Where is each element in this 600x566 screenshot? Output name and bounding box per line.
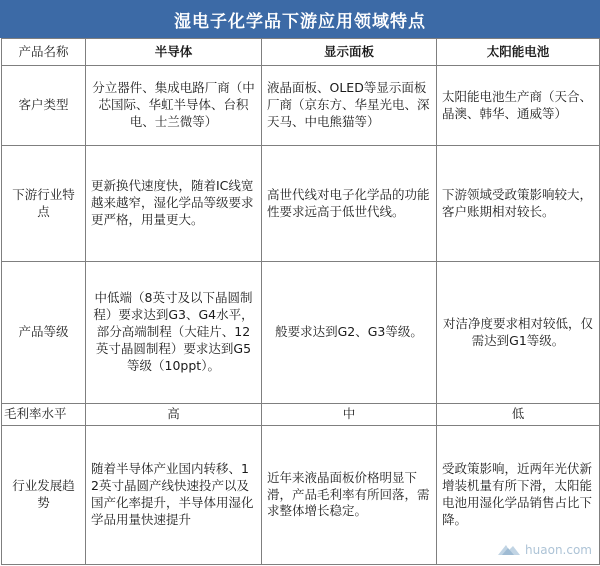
header-semiconductor: 半导体 xyxy=(86,39,262,66)
watermark xyxy=(496,542,592,558)
cell-display-panel: 般要求达到G2、G3等级。 xyxy=(262,262,437,404)
cell-solar-cell: 对洁净度要求相对较低，仅需达到G1等级。 xyxy=(437,262,600,404)
cell-solar-cell: 受政策影响，近两年光伏新增装机量有所下滑，太阳能电池用湿化学品销售占比下降。 xyxy=(437,426,600,565)
header-display-panel: 显示面板 xyxy=(262,39,437,66)
row-label-industry-trend: 行业发展趋势 xyxy=(2,426,86,565)
huaon-logo-icon xyxy=(496,542,522,558)
cell-semiconductor: 中低端（8英寸及以下晶圆制程）要求达到G3、G4水平，部分高端制程（大硅片、12英寸晶圆制程）要求达到G5等级（10ppt）。 xyxy=(86,262,262,404)
cell-solar-cell: 低 xyxy=(437,404,600,426)
cell-semiconductor: 更新换代速度快，随着IC线宽越来越窄，湿化学品等级要求更严格，用量更大。 xyxy=(86,146,262,262)
table-title: 湿电子化学品下游应用领域特点 xyxy=(0,0,600,38)
table-row xyxy=(2,404,600,426)
row-label-downstream-features: 下游行业特点 xyxy=(2,146,86,262)
cell-semiconductor: 随着半导体产业国内转移、12英寸晶圆产线快速投产以及国产化率提升，半导体用湿化学品用量快速提升 xyxy=(86,426,262,565)
cell-display-panel: 高世代线对电子化学品的功能性要求远高于低世代线。 xyxy=(262,146,437,262)
comparison-table xyxy=(1,38,600,565)
header-row xyxy=(2,39,600,66)
table-row xyxy=(2,146,600,262)
row-label-product-grade: 产品等级 xyxy=(2,262,86,404)
cell-semiconductor: 分立器件、集成电路厂商（中芯国际、华虹半导体、台积电、士兰微等） xyxy=(86,66,262,146)
cell-semiconductor: 高 xyxy=(86,404,262,426)
cell-display-panel: 液晶面板、OLED等显示面板厂商（京东方、华星光电、深天马、中电熊猫等） xyxy=(262,66,437,146)
table-row xyxy=(2,66,600,146)
cell-solar-cell: 下游领域受政策影响较大，客户账期相对较长。 xyxy=(437,146,600,262)
row-label-customer-type: 客户类型 xyxy=(2,66,86,146)
watermark-text: huaon.com xyxy=(525,543,592,557)
header-solar-cell: 太阳能电池 xyxy=(437,39,600,66)
header-product-name: 产品名称 xyxy=(2,39,86,66)
cell-solar-cell: 太阳能电池生产商（天合、晶澳、韩华、通威等） xyxy=(437,66,600,146)
cell-display-panel: 近年来液晶面板价格明显下滑，产品毛利率有所回落，需求整体增长稳定。 xyxy=(262,426,437,565)
row-label-gross-margin: 毛利率水平 xyxy=(2,404,86,426)
cell-display-panel: 中 xyxy=(262,404,437,426)
table-row xyxy=(2,262,600,404)
